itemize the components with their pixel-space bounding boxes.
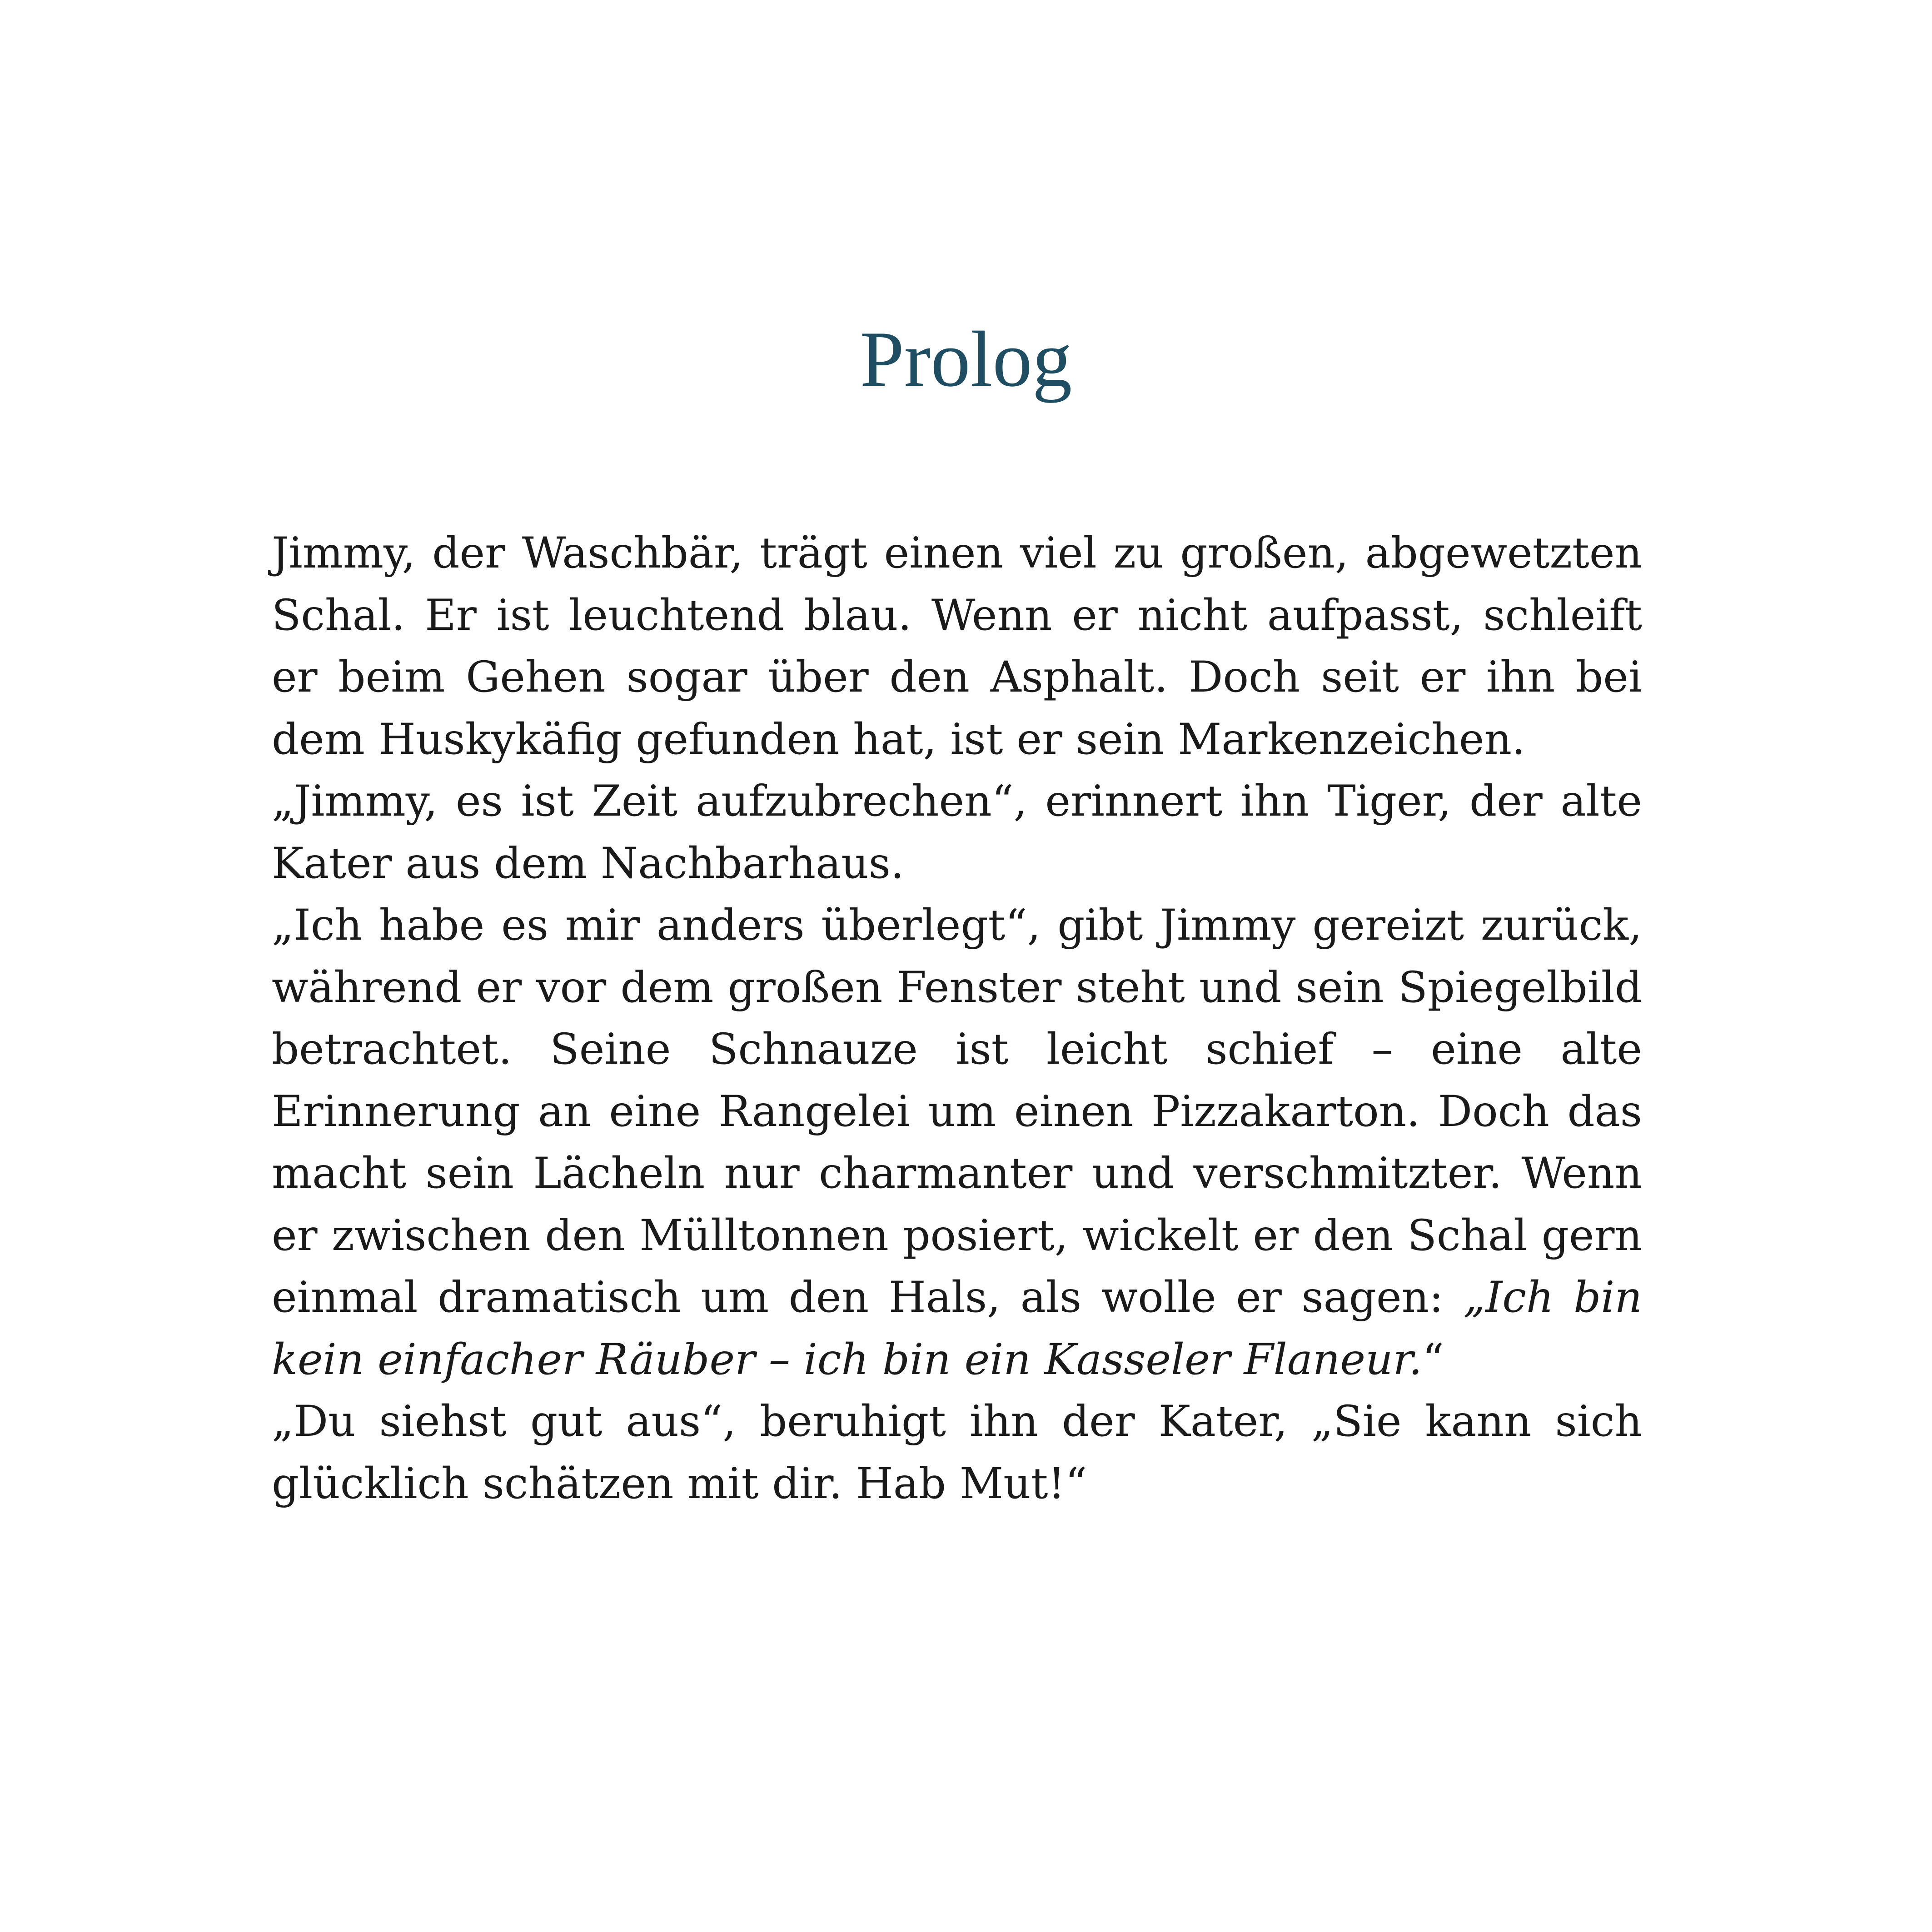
- chapter-title: Prolog: [860, 315, 1072, 403]
- paragraph-2: „Jimmy, es ist Zeit aufzubrechen“, erinnert ihn Tiger, der alte Kater aus dem Nachbarhaus.: [272, 777, 1642, 888]
- paragraph-3-text: „Ich habe es mir anders überlegt“, gibt Jimmy gereizt zurück, während er vor dem großen Fenster steht und sein Spiegelbild betrachtet. Seine Schnauze ist leicht schief – eine alte Erinnerung an eine Rangelei um einen Pizzakarton. Doch das macht sein Lächeln nur charmanter und verschmitzter. Wenn er zwischen den Mülltonnen posiert, wickelt er den Schal gern einmal dramatisch um den Hals, als wolle er sagen:: [272, 901, 1642, 1322]
- paragraph-3: [272, 895, 1642, 1391]
- chapter-body: [272, 523, 1642, 1515]
- paragraph-4: „Du siehst gut aus“, beruhigt ihn der Kater, „Sie kann sich glücklich schätzen mit dir. Hab Mut!“: [272, 1397, 1642, 1509]
- paragraph-3-italic-quote: „Ich bin kein einfacher Räuber – ich bin ein Kasseler Flaneur.: [272, 1273, 1642, 1384]
- paragraph-3-closing-quote: “: [1422, 1334, 1444, 1384]
- paragraph-1: Jimmy, der Waschbär, trägt einen viel zu großen, abgewetzten Schal. Er ist leuchtend blau. Wenn er nicht aufpasst, schleift er beim Gehen sogar über den Asphalt. Doch seit er ihn bei dem Huskykäfig gefunden hat, ist er sein Markenzeichen.: [272, 528, 1642, 764]
